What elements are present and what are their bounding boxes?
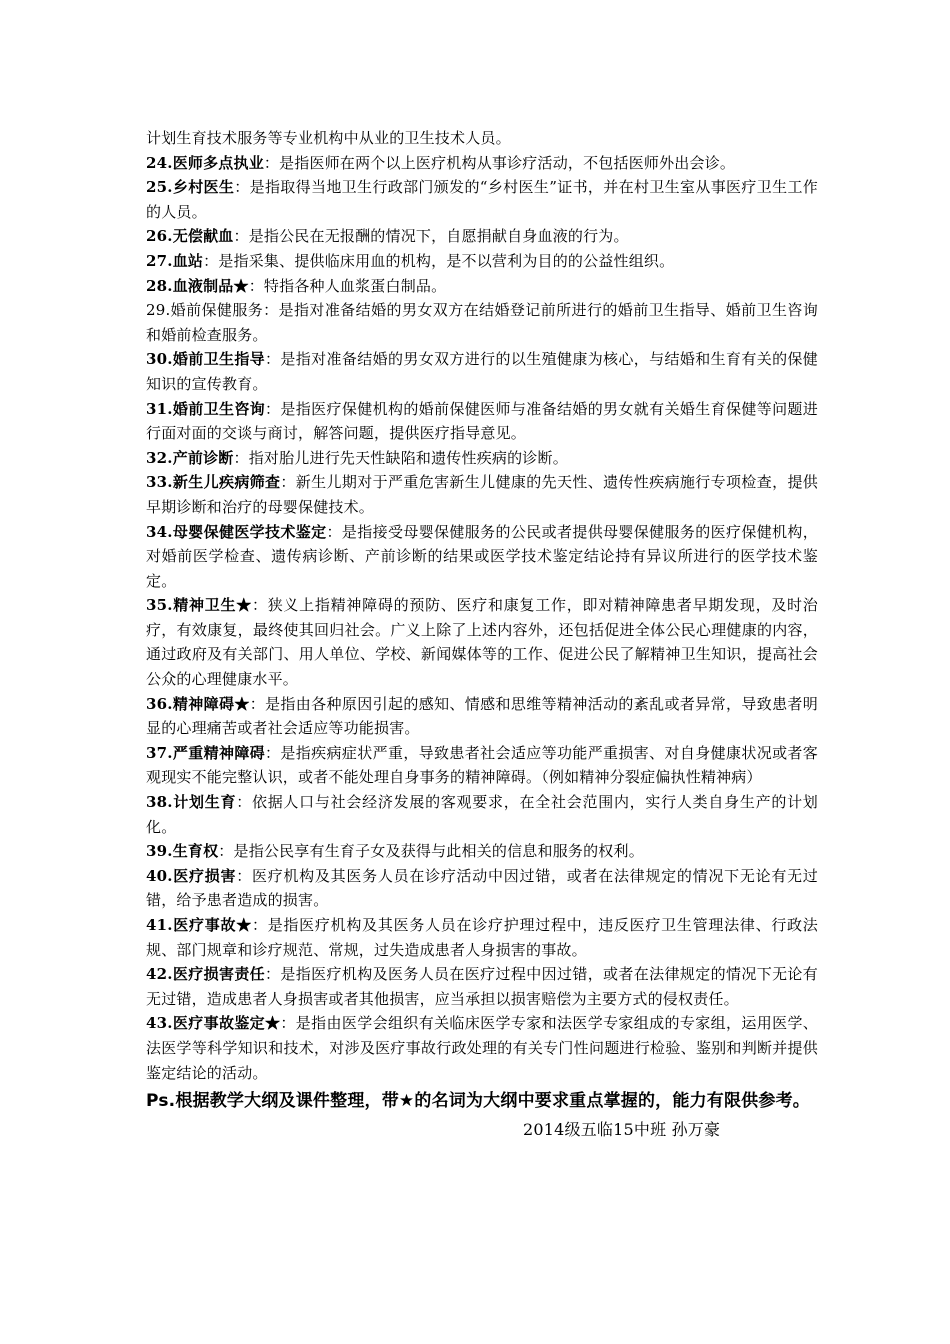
glossary-term: 31.婚前卫生咨询 [146,399,266,418]
glossary-definition: 医疗机构及其医务人员在诊疗活动中因过错，或者在法律规定的情况下无论有无过错，给予患者造成的损害。 [146,866,819,910]
term-separator: ： [234,178,250,197]
term-separator: ： [218,842,234,861]
glossary-term: 41.医疗事故★ [146,916,252,934]
glossary-entry [146,175,818,224]
glossary-definition: 是指对准备结婚的男女双方进行的以生殖健康为核心，与结婚和生育有关的保健知识的宣传教育。 [146,350,818,393]
glossary-term: 37.严重精神障碍 [146,743,266,762]
term-separator: ： [249,694,266,713]
glossary-definition: 29.婚前保健服务：是指对准备结婚的男女双方在结婚登记前所进行的婚前卫生指导、婚前卫生咨询和婚前检查服务。 [146,301,818,344]
term-separator: ： [265,965,281,984]
glossary-entry [146,741,818,790]
term-separator: ： [236,866,252,885]
term-separator: ： [248,276,264,295]
term-separator: ： [263,153,280,172]
document-body [146,126,818,1143]
term-separator: ： [280,473,296,492]
glossary-term: 42.医疗损害责任 [146,965,266,984]
term-separator: ： [251,596,268,615]
glossary-entry [146,397,818,446]
glossary-definition: 是指疾病症状严重，导致患者社会适应等功能严重损害、对自身健康状况或者客观现实不能完整认识，或者不能处理自身事务的精神障碍。（例如精神分裂症偏执性精神病） [146,743,818,787]
glossary-term: 33.新生儿疾病筛查 [146,473,281,492]
glossary-list [146,151,818,1086]
glossary-definition: 特指各种人血浆蛋白制品。 [263,276,447,295]
term-separator: ： [326,522,342,541]
term-separator: ： [236,793,252,812]
glossary-entry [146,520,818,594]
glossary-term: 26.无偿献血 [146,227,234,246]
glossary-entry [146,274,818,299]
author-signature: 2014级五临15中班 孙万豪 [523,1120,721,1140]
glossary-definition: 新生儿期对于严重危害新生儿健康的先天性、遗传性疾病施行专项检查，提供早期诊断和治疗的母婴保健技术。 [146,473,819,516]
term-separator: ： [233,448,249,467]
intro-line: 计划生育技术服务等专业机构中从业的卫生技术人员。 [146,129,511,147]
glossary-definition: 是指由各种原因引起的感知、情感和思维等精神活动的紊乱或者异常，导致患者明显的心理痛苦或者社会适应等功能损害。 [146,694,818,738]
term-separator: ： [265,350,281,369]
glossary-term: 40.医疗损害 [146,866,237,885]
glossary-definition: 是指公民享有生育子女及获得与此相关的信息和服务的权利。 [233,842,644,861]
glossary-term: 43.医疗事故鉴定★ [146,1014,281,1033]
glossary-term: 38.计划生育 [146,793,237,812]
glossary-term: 30.婚前卫生指导 [146,350,266,369]
glossary-definition: 是指由医学会组织有关临床医学专家和法医学专家组成的专家组，运用医学、法医学等科学知识和技术，对涉及医疗事故行政处理的有关专门性问题进行检验、鉴别和判断并提供鉴定结论的活动。 [146,1014,819,1082]
glossary-definition: 依据人口与社会经济发展的客观要求，在全社会范围内，实行人类自身生产的计划化。 [146,793,819,836]
term-separator: ： [251,916,268,934]
term-separator: ： [203,251,219,270]
glossary-term: 24.医师多点执业 [146,153,264,172]
glossary-definition: 是指医师在两个以上医疗机构从事诊疗活动，不包括医师外出会诊。 [279,153,736,172]
glossary-entry [146,347,818,396]
glossary-term: 39.生育权 [146,842,219,861]
term-separator: ： [265,743,281,762]
glossary-term: 35.精神卫生★ [146,596,252,615]
glossary-entry [146,864,818,913]
glossary-definition: 是指取得当地卫生行政部门颁发的“乡村医生”证书，并在村卫生室从事医疗卫生工作的人员。 [146,178,818,221]
glossary-entry [146,1011,818,1085]
glossary-definition: 是指采集、提供临床用血的机构，是不以营利为目的的公益性组织。 [218,251,675,270]
glossary-term: 36.精神障碍★ [146,694,250,713]
glossary-entry [146,962,818,1011]
glossary-entry [146,593,818,691]
term-separator: ： [280,1014,296,1033]
glossary-term: 34.母婴保健医学技术鉴定 [146,522,327,541]
glossary-entry [146,790,818,839]
glossary-entry [146,446,818,471]
glossary-definition: 是指医疗保健机构的婚前保健医师与准备结婚的男女就有关婚生育保健等问题进行面对面的交谈与商讨，解答问题，提供医疗指导意见。 [146,399,818,443]
glossary-definition: 是指医疗机构及其医务人员在诊疗护理过程中，违反医疗卫生管理法律、行政法规、部门规章和诊疗规范、常规，过失造成患者人身损害的事故。 [146,916,818,959]
glossary-entry [146,913,818,962]
term-separator: ： [233,227,249,246]
glossary-term: 28.血液制品★ [146,276,249,295]
glossary-entry [146,249,818,274]
glossary-definition: 是指公民在无报酬的情况下，自愿捐献自身血液的行为。 [248,227,629,246]
glossary-entry [146,298,818,347]
glossary-entry [146,151,818,176]
glossary-definition: 是指接受母婴保健服务的公民或者提供母婴保健服务的医疗保健机构，对婚前医学检查、遗传病诊断、产前诊断的结果或医学技术鉴定结论持有异议所进行的医学技术鉴定。 [146,522,818,590]
term-separator: ： [265,399,281,418]
glossary-term: 25.乡村医生 [146,178,235,197]
glossary-definition: 狭义上指精神障碍的预防、医疗和康复工作，即对精神障患者早期发现，及时治疗，有效康复，最终使其回归社会。广义上除了上述内容外，还包括促进全体公民心理健康的内容，通过政府及有关部门、用人单位、学校、新闻媒体等的工作、促进公民了解精神卫生知识，提高社会公众的心理健康水平。 [146,596,818,689]
ps-note: Ps.根据教学大纲及课件整理，带★的名词为大纲中要求重点掌握的，能力有限供参考。 [146,1091,810,1112]
glossary-definition: 是指医疗机构及医务人员在医疗过程中因过错，或者在法律规定的情况下无论有无过错，造成患者人身损害或者其他损害，应当承担以损害赔偿为主要方式的侵权责任。 [146,965,818,1008]
glossary-entry [146,692,818,741]
glossary-entry [146,470,818,519]
glossary-term: 27.血站 [146,251,204,270]
glossary-term: 32.产前诊断 [146,448,234,467]
glossary-definition: 指对胎儿进行先天性缺陷和遗传性疾病的诊断。 [248,448,568,467]
glossary-entry [146,839,818,864]
glossary-entry [146,224,818,249]
